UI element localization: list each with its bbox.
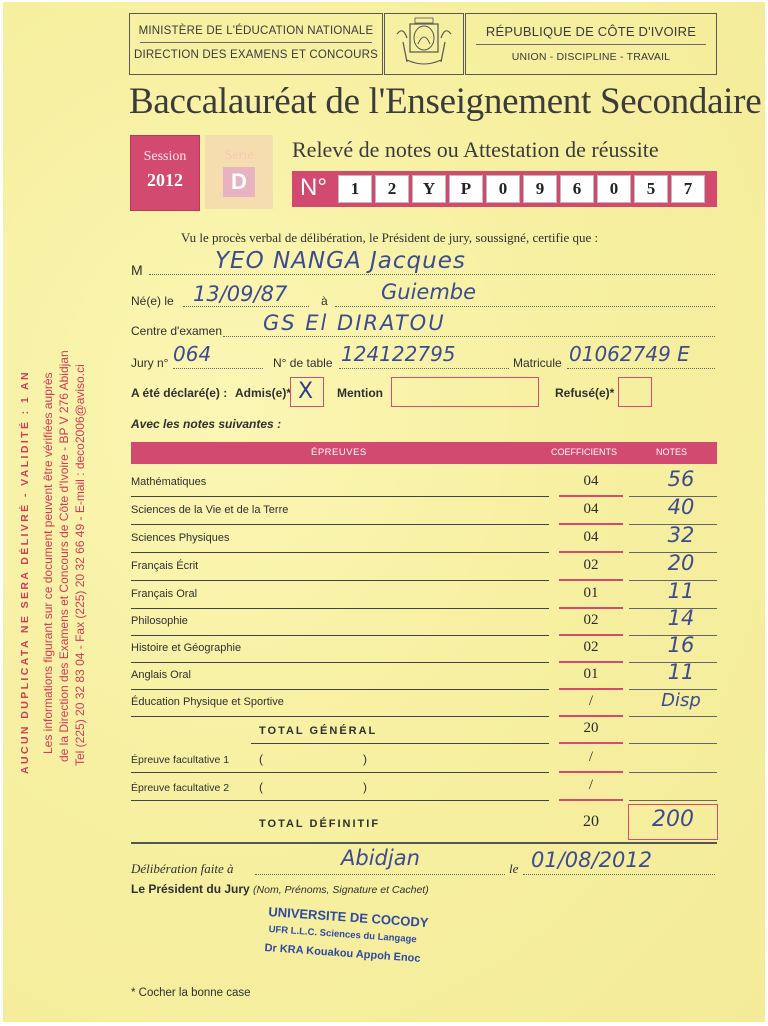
subject-name: Français Oral [131, 588, 198, 600]
optional-name: Épreuve facultative 2 [131, 782, 230, 794]
subject-coef: 02 [583, 557, 599, 573]
table-number: 124122795 [341, 342, 456, 366]
coat-of-arms-icon [385, 14, 463, 74]
table-row [131, 551, 717, 581]
number-digit: 9 [523, 175, 557, 203]
mention-label: Mention [337, 386, 383, 400]
header-notes: NOTES [656, 447, 688, 457]
table-row [131, 523, 717, 553]
optional-coef: / [588, 777, 594, 793]
centre-label: Centre d'examen [131, 324, 223, 338]
m-label: M [131, 262, 143, 278]
ministry-box [129, 13, 383, 75]
subject-coef: 02 [583, 612, 599, 628]
total-general-label: TOTAL GÉNÉRAL [259, 725, 378, 737]
admis-checkbox[interactable] [290, 377, 324, 407]
header-epreuves: ÉPREUVES [311, 447, 367, 458]
table-row [131, 660, 717, 690]
admis-check-mark: X [298, 379, 314, 404]
subject-note: 56 [667, 467, 695, 491]
number-digit: 6 [560, 175, 594, 203]
matricule-number: 01062749 E [569, 342, 690, 366]
number-digit: P [449, 175, 483, 203]
total-general-coef: 20 [583, 720, 599, 736]
subject-note: 32 [667, 523, 695, 547]
subject-name: Anglais Oral [131, 669, 191, 681]
mention-box[interactable] [391, 377, 539, 407]
subject-note: 11 [667, 660, 695, 684]
admis-label: Admis(e)* [235, 386, 292, 400]
subject-name: Sciences de la Vie et de la Terre [131, 504, 289, 516]
optional-row [131, 746, 717, 773]
president-label [131, 882, 429, 896]
number-digit: 0 [597, 175, 631, 203]
session-box [130, 135, 200, 211]
number-digit: 0 [486, 175, 520, 203]
stamp-ufr: UFR L.L.C. Sciences du Langage [268, 924, 417, 946]
side-duplicata-notice: AUCUN DUPLICATA NE SERA DÉLIVRÉ - VALIDITÉ : 1 AN [19, 369, 31, 774]
refuse-label: Refusé(e)* [555, 386, 615, 400]
optional-paren: ( ) [259, 752, 368, 766]
optional-paren: ( ) [259, 780, 368, 794]
president-title: Le Président du Jury [131, 882, 250, 896]
deliberation-place: Abidjan [341, 846, 420, 870]
birth-place: Guiembe [381, 280, 477, 304]
document-title: Baccalauréat de l'Enseignement Secondaire [129, 81, 762, 122]
optional-row [131, 774, 717, 801]
table-row [131, 467, 717, 497]
number-label: N° [300, 174, 327, 201]
document-subtitle: Relevé de notes ou Attestation de réussite [292, 137, 659, 162]
table-header [131, 442, 717, 464]
birth-date-label: Né(e) le [131, 294, 174, 308]
number-digit: 2 [375, 175, 409, 203]
total-definitif-row [131, 804, 717, 844]
table-label: N° de table [273, 356, 333, 370]
session-year: 2012 [147, 170, 183, 190]
candidate-name: YEO NANGA Jacques [215, 248, 466, 274]
optional-name: Épreuve facultative 1 [131, 754, 230, 766]
total-definitif-coef: 20 [583, 813, 599, 830]
subject-name: Sciences Physiques [131, 532, 230, 544]
emblem-box [384, 13, 464, 75]
subject-coef: 02 [583, 639, 599, 655]
total-definitif-box [628, 804, 718, 840]
subject-note: 40 [667, 495, 695, 519]
number-digit: 1 [338, 175, 372, 203]
header-coefficients: COEFFICIENTS [551, 447, 618, 457]
subject-name: Éducation Physique et Sportive [131, 696, 284, 708]
certificate-number-strip [292, 171, 717, 207]
number-digit: 5 [634, 175, 668, 203]
date-label: le [509, 861, 519, 876]
subject-note: 16 [667, 633, 695, 657]
number-digit: Y [412, 175, 446, 203]
notes-intro: Avec les notes suivantes : [131, 417, 282, 431]
birth-place-label: à [321, 294, 328, 308]
stamp-university: UNIVERSITE DE COCODY [267, 904, 429, 931]
stamp-name: Dr KRA Kouakou Appoh Enoc [264, 942, 421, 965]
total-definitif-label: TOTAL DÉFINITIF [259, 818, 381, 830]
session-label: Session [143, 149, 187, 164]
subject-coef: 01 [583, 585, 599, 601]
deliberation-label: Délibération faite à [131, 861, 234, 876]
subject-coef: 04 [583, 501, 599, 517]
subject-note: Disp [661, 690, 701, 711]
subject-coef: 04 [583, 529, 599, 545]
side-info-line: Les informations figurant sur ce document peuvent être vérifiées auprès [41, 372, 55, 754]
subject-coef: 01 [583, 666, 599, 682]
refuse-checkbox[interactable] [618, 377, 652, 407]
subject-name: Français Écrit [131, 560, 199, 572]
subject-name: Mathématiques [131, 476, 207, 488]
optional-coef: / [588, 749, 594, 765]
subject-note: 14 [667, 606, 695, 630]
ministry-line: MINISTÈRE DE L'ÉDUCATION NATIONALE [138, 25, 374, 37]
document-page [3, 2, 765, 1022]
subject-coef: 04 [583, 473, 599, 489]
subject-note: 20 [667, 551, 695, 575]
serie-label: Serie [224, 148, 254, 163]
president-hint: (Nom, Prénoms, Signature et Cachet) [253, 884, 429, 896]
total-definitif-note: 200 [652, 807, 694, 832]
table-row [131, 495, 717, 525]
republic-line: RÉPUBLIQUE DE CÔTE D'IVOIRE [485, 24, 697, 39]
subject-name: Histoire et Géographie [131, 642, 242, 654]
motto-line: UNION - DISCIPLINE - TRAVAIL [511, 51, 671, 63]
jury-label: Jury n° [131, 356, 169, 370]
official-stamp [261, 898, 441, 978]
serie-value: D [223, 167, 255, 197]
republic-box [465, 13, 717, 75]
table-row [131, 579, 717, 609]
footnote: * Cocher la bonne case [131, 987, 251, 999]
subject-coef: / [588, 693, 594, 709]
intro-text: Vu le procès verbal de délibération, le Président de jury, soussigné, certifie que : [181, 230, 599, 245]
side-contact-line: Tel (225) 20 32 83 04 - Fax (225) 20 32 66 49 - E-mail : deco2006@aviso.ci [73, 364, 87, 766]
total-general-row [131, 717, 717, 744]
exam-centre: GS El DIRATOU [263, 311, 446, 335]
matricule-label: Matricule [513, 356, 562, 370]
side-direction-line: de la Direction des Examens et Concours de Côte d'Ivoire - BP V 276 Abidjan [57, 350, 71, 762]
serie-box [205, 135, 273, 209]
declared-label: A été déclaré(e) : [131, 386, 228, 400]
number-digit: 7 [671, 175, 705, 203]
direction-line: DIRECTION DES EXAMENS ET CONCOURS [133, 49, 379, 61]
subject-name: Philosophie [131, 615, 188, 627]
table-row [131, 633, 717, 663]
birth-date: 13/09/87 [193, 282, 288, 306]
table-row [131, 690, 717, 717]
deliberation-date: 01/08/2012 [531, 848, 653, 872]
subject-note: 11 [667, 579, 695, 603]
table-row [131, 606, 717, 636]
jury-number: 064 [173, 342, 212, 366]
